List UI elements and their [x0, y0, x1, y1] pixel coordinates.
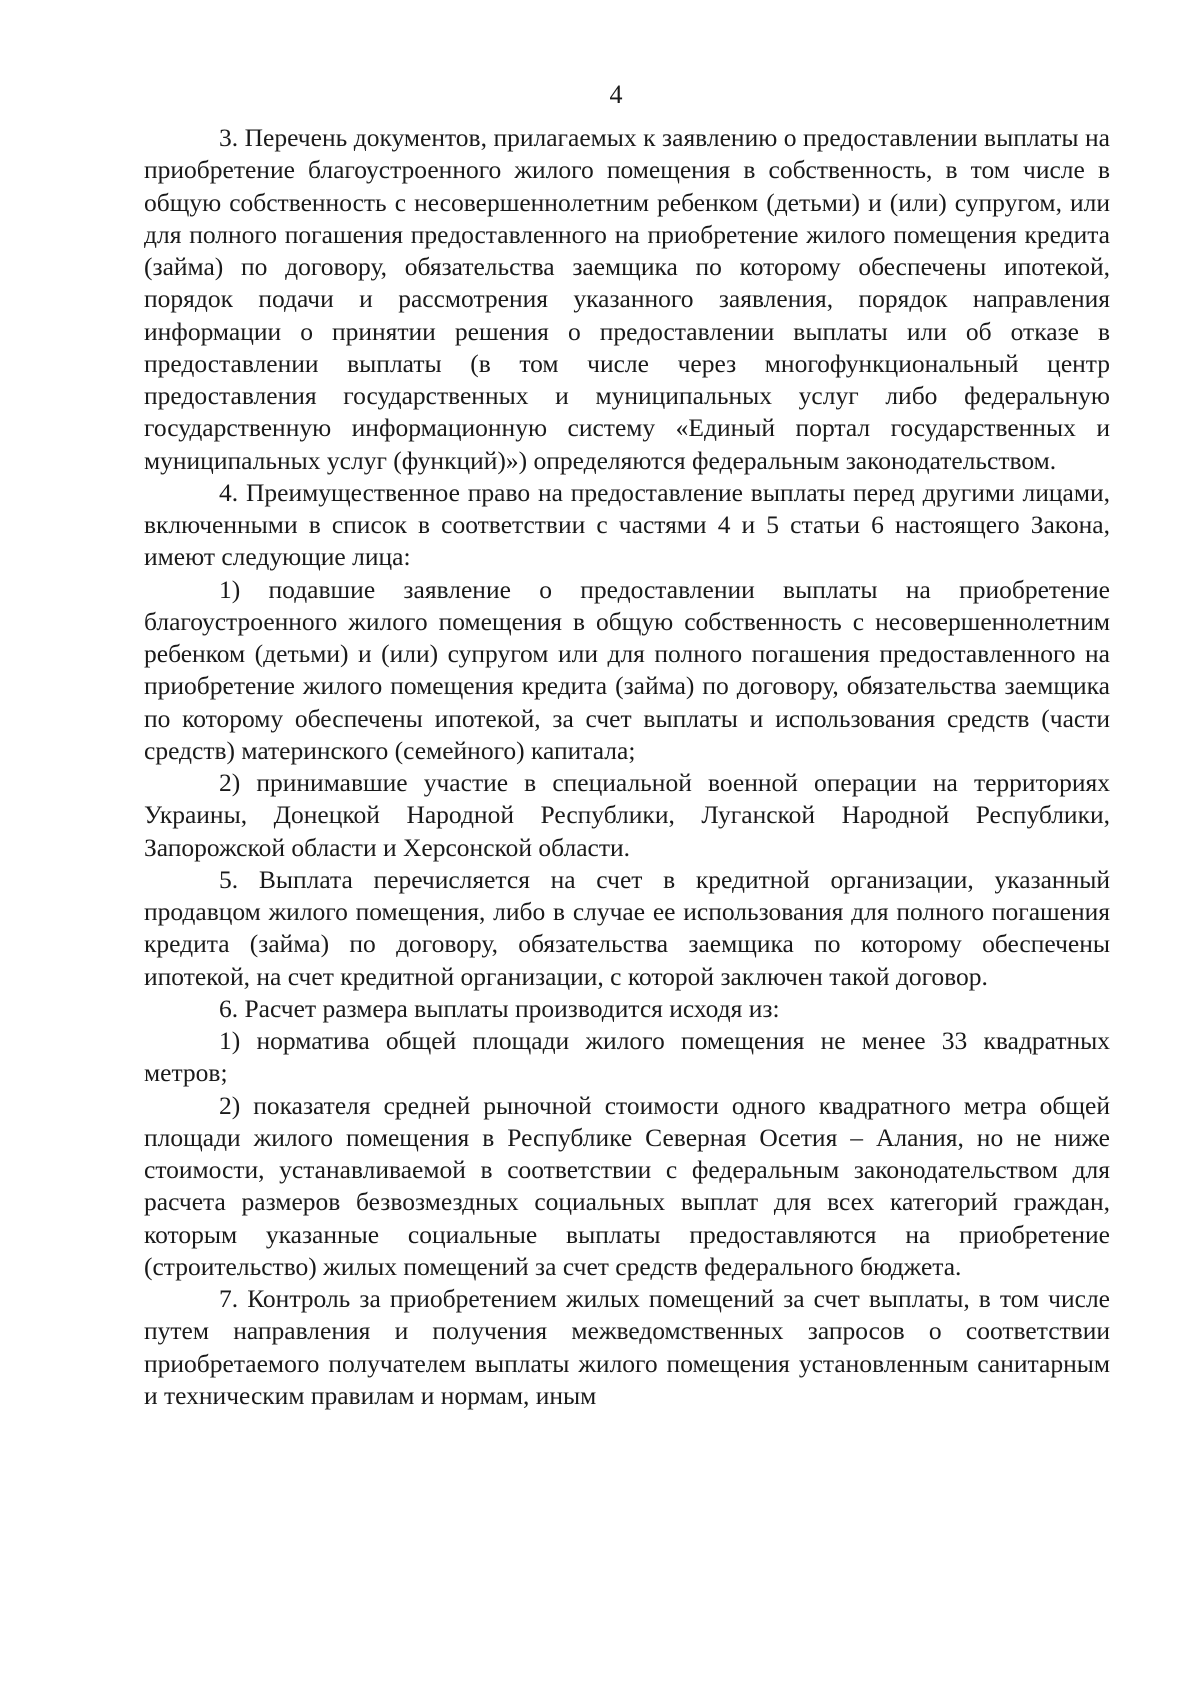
- page-number: 4: [609, 80, 623, 109]
- paragraph-4-item-1: 1) подавшие заявление о предоставлении выплаты на приобретение благоустроенного жилого помещения в общую собственность с несовершеннолетним ребенком (детьми) и (или) супругом или для полного погашения предоставленного на приобретение жилого помещения кредита (займа) по договору, обязательства заемщика по которому обеспечены ипотекой, за счет выплаты и использования средств (части средств) материнского (семейного) капитала;: [144, 574, 1110, 765]
- paragraph-6: 6. Расчет размера выплаты производится исходя из:: [219, 993, 780, 1023]
- paragraph-5: 5. Выплата перечисляется на счет в кредитной организации, указанный продавцом жилого помещения, либо в случае ее использования для полного погашения кредита (займа) по договору, обязательства заемщика по которому обеспечены ипотекой, на счет кредитной организации, с которой заключен такой договор.: [144, 864, 1110, 991]
- paragraph-3: 3. Перечень документов, прилагаемых к заявлению о предоставлении выплаты на приобретение благоустроенного жилого помещения в собственность, в том числе в общую собственность с несовершеннолетним ребенком (детьми) и (или) супругом, или для полного погашения предоставленного на приобретение жилого помещения кредита (займа) по договору, обязательства заемщика по которому обеспечены ипотекой, порядок подачи и рассмотрения указанного заявления, порядок направления информации о принятии решения о предоставлении выплаты или об отказе в предоставлении выплаты (в том числе через многофункциональный центр предоставления государственных и муниципальных услуг либо федеральную государственную информационную систему «Единый портал государственных и муниципальных услуг (функций)») определяются федеральным законодательством.: [144, 123, 1110, 475]
- paragraph-7: 7. Контроль за приобретением жилых помещений за счет выплаты, в том числе путем направления и получения межведомственных запросов о соответствии приобретаемого получателем выплаты жилого помещения установленным санитарным и техническим правилам и нормам, иным: [144, 1284, 1110, 1410]
- paragraph-6-item-2: 2) показателя средней рыночной стоимости одного квадратного метра общей площади жилого помещения в Республике Северная Осетия – Алания, но не ниже стоимости, устанавливаемой в соответствии с федеральным законодательством для расчета размеров безвозмездных социальных выплат для всех категорий граждан, которым указанные социальные выплаты предоставляются на приобретение (строительство) жилых помещений за счет средств федерального бюджета.: [144, 1090, 1110, 1281]
- paragraph-4-item-2: 2) принимавшие участие в специальной военной операции на территориях Украины, Донецкой Народной Республики, Луганской Народной Республики, Запорожской области и Херсонской области.: [144, 768, 1110, 862]
- document-body: [144, 122, 1110, 1412]
- paragraph-6-item-1: 1) норматива общей площади жилого помещения не менее 33 квадратных метров;: [144, 1026, 1110, 1088]
- paragraph-4: 4. Преимущественное право на предоставление выплаты перед другими лицами, включенными в список в соответствии с частями 4 и 5 статьи 6 настоящего Закона, имеют следующие лица:: [144, 477, 1110, 572]
